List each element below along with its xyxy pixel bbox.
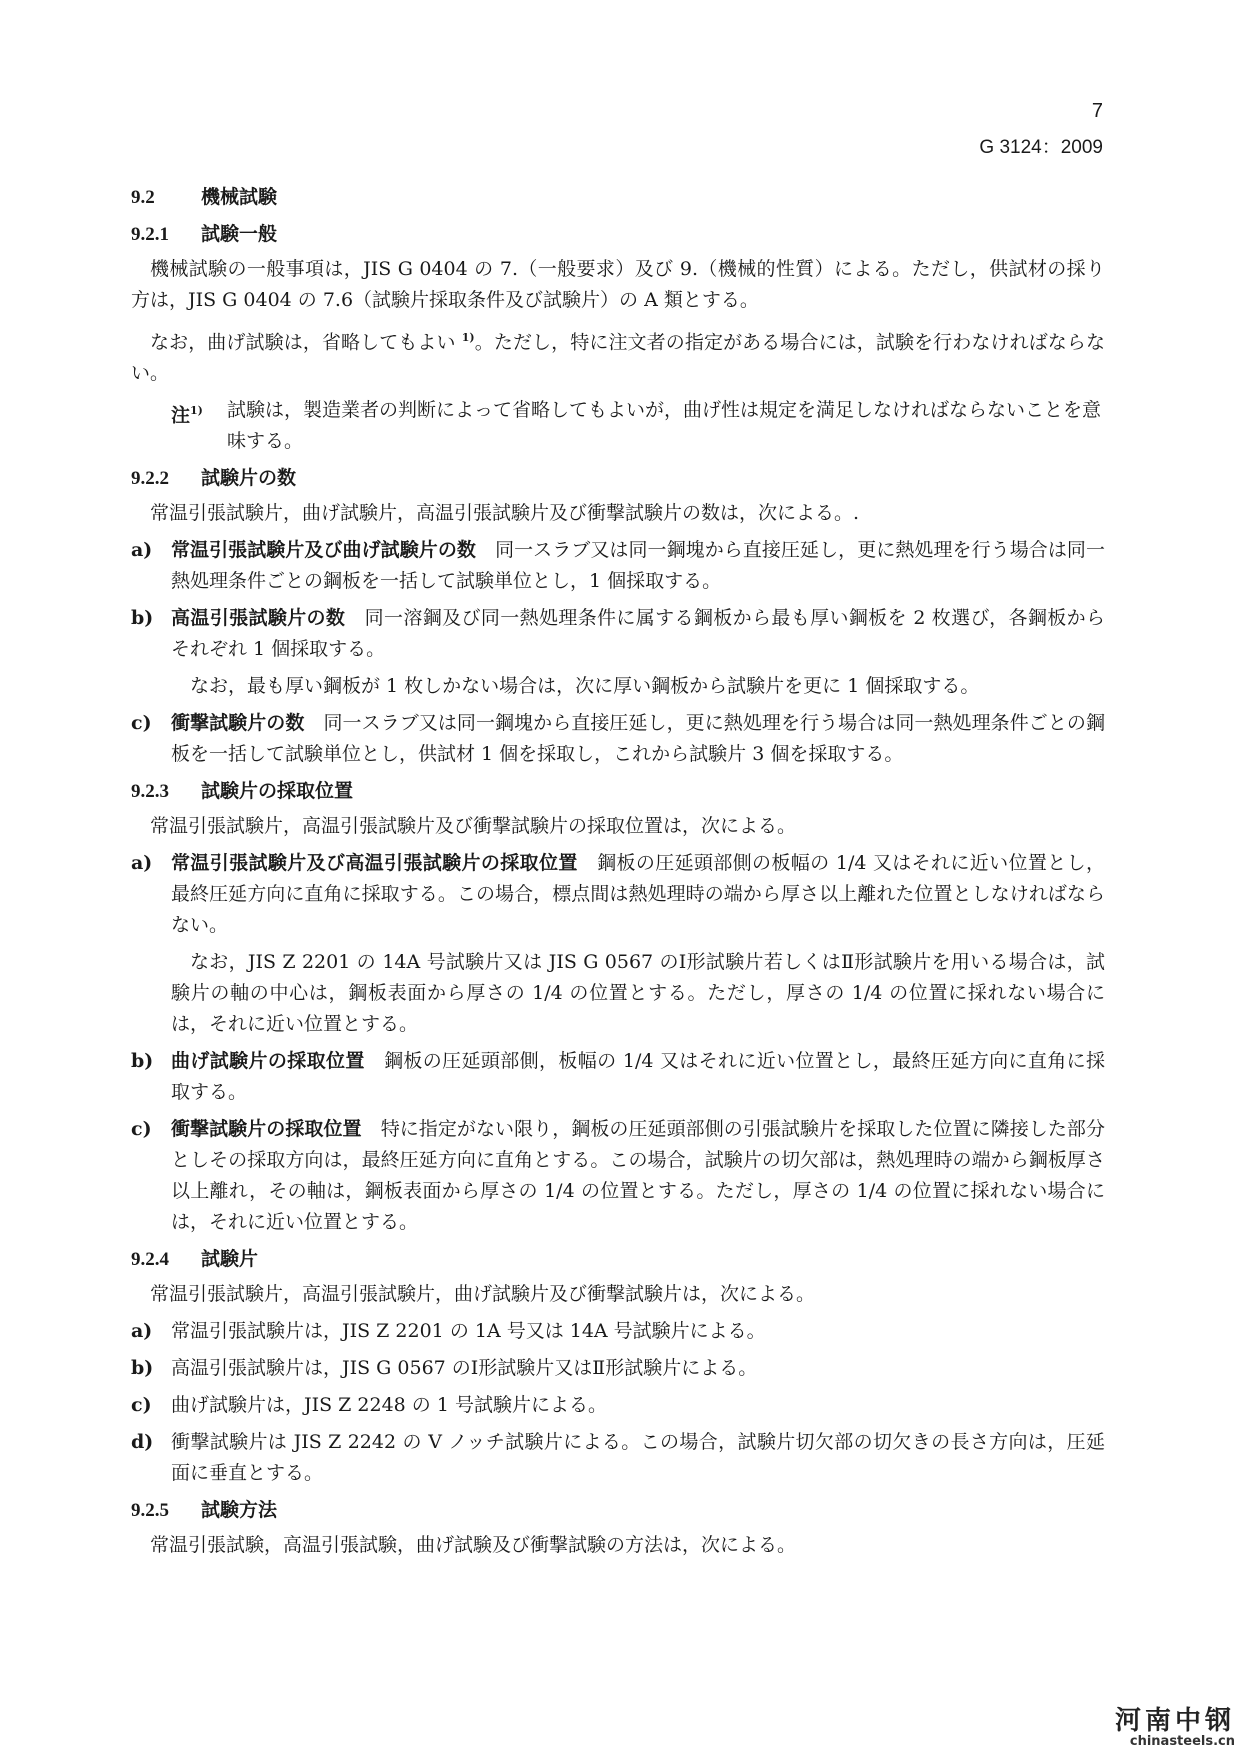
footnote: 注$^{1)}$ 試験は，製造業者の判断によって省略してもよいが，曲げ性は規定を満足しなければならないことを意味する。	[171, 399, 1102, 453]
paragraph: 機械試験の一般事項は，JIS G 0404 の 7.（一般要求）及び 9.（機械的性質）による。ただし，供試材の採り方は，JIS G 0404 の 7.6（試験片採取条件及び試験片）の A 類とする。	[131, 258, 1105, 311]
section-heading-9-2-1: 9.2.1 試験一般	[131, 223, 278, 245]
paragraph: 常温引張試験片，高温引張試験片，曲げ試験片及び衝撃試験片は，次による。	[150, 1283, 816, 1306]
paragraph: 常温引張試験片，曲げ試験片，高温引張試験片及び衝撃試験片の数は，次による。.	[150, 502, 860, 525]
standard-number: G 3124：2009	[979, 137, 1103, 158]
page-number: 7	[1091, 100, 1103, 122]
list-item: b) 高温引張試験片の数 同一溶鋼及び同一熱処理条件に属する鋼板から最も厚い鋼板を 2 枚選び，各鋼板からそれぞれ 1 個採取する。	[131, 607, 1105, 661]
list-item: c) 衝撃試験片の採取位置 特に指定がない限り，鋼板の圧延頭部側の引張試験片を採取した位置に隣接した部分としその採取方向は，最終圧延方向に直角とする。この場合，試験片の切欠部は，熱処理時の端から鋼板厚さ以上離れ，その軸は，鋼板表面から厚さの 1/4 の位置とする。ただし，厚さの 1/4 の位置に採れない場合には，それに近い位置とする。	[131, 1118, 1105, 1234]
section-heading-9-2-3: 9.2.3 試験片の採取位置	[131, 780, 354, 803]
list-item: c) 衝撃試験片の数 同一スラブ又は同一鋼塊から直接圧延し，更に熱処理を行う場合は同一熱処理条件ごとの鋼板を一括して試験単位とし，供試材 1 個を採取し，これから試験片 3 個を採取する。	[131, 712, 1105, 766]
list-item: d) 衝撃試験片は JIS Z 2242 の V ノッチ試験片による。この場合，試験片切欠部の切欠きの長さ方向は，圧延面に垂直とする。	[131, 1431, 1105, 1485]
document-body	[131, 176, 1105, 1567]
paragraph: 常温引張試験片，高温引張試験片及び衝撃試験片の採取位置は，次による。	[150, 815, 797, 838]
site-watermark	[1115, 1707, 1235, 1749]
paragraph: なお，曲げ試験は，省略してもよい $^{1)}$。ただし，特に注文者の指定がある場合には，試験を行わなければならない。	[131, 331, 1105, 385]
paragraph: なお，最も厚い鋼板が 1 枚しかない場合は，次に厚い鋼板から試験片を更に 1 個採取する。	[190, 675, 980, 698]
section-heading-9-2-4: 9.2.4 試験片	[131, 1248, 259, 1271]
section-heading-9-2-5: 9.2.5 試験方法	[131, 1499, 278, 1522]
list-item: b) 曲げ試験片の採取位置 鋼板の圧延頭部側，板幅の 1/4 又はそれに近い位置とし，最終圧延方向に直角に採取する。	[131, 1050, 1105, 1104]
list-item: c) 曲げ試験片は，JIS Z 2248 の 1 号試験片による。	[131, 1394, 607, 1417]
paragraph: 常温引張試験，高温引張試験，曲げ試験及び衝撃試験の方法は，次による。	[150, 1534, 797, 1557]
paragraph: なお，JIS Z 2201 の 14A 号試験片又は JIS G 0567 のⅠ形試験片若しくはⅡ形試験片を用いる場合は，試験片の軸の中心は，鋼板表面から厚さの 1/4 の位置とする。ただし，厚さの 1/4 の位置に採れない場合には，それに近い位置とする。	[171, 951, 1105, 1036]
list-item: b) 高温引張試験片は，JIS G 0567 のⅠ形試験片又はⅡ形試験片による。	[131, 1357, 758, 1380]
watermark-logo-text: 河南中钢	[1114, 1706, 1235, 1736]
section-heading-9-2-2: 9.2.2 試験片の数	[131, 467, 297, 490]
list-item: a) 常温引張試験片は，JIS Z 2201 の 1A 号又は 14A 号試験片による。	[131, 1320, 766, 1343]
watermark-url: chinasteels.cn	[1129, 1734, 1235, 1749]
list-item: a) 常温引張試験片及び高温引張試験片の採取位置 鋼板の圧延頭部側の板幅の 1/4 又はそれに近い位置とし，最終圧延方向に直角に採取する。この場合，標点間は熱処理時の端から厚さ以上離れた位置としなければならない。	[131, 852, 1105, 937]
list-item: a) 常温引張試験片及び曲げ試験片の数 同一スラブ又は同一鋼塊から直接圧延し，更に熱処理を行う場合は同一熱処理条件ごとの鋼板を一括して試験単位とし，1 個採取する。	[131, 539, 1105, 593]
section-heading-9-2: 9.2 機械試験	[131, 186, 278, 208]
footnote-ref: 1)	[461, 331, 475, 344]
